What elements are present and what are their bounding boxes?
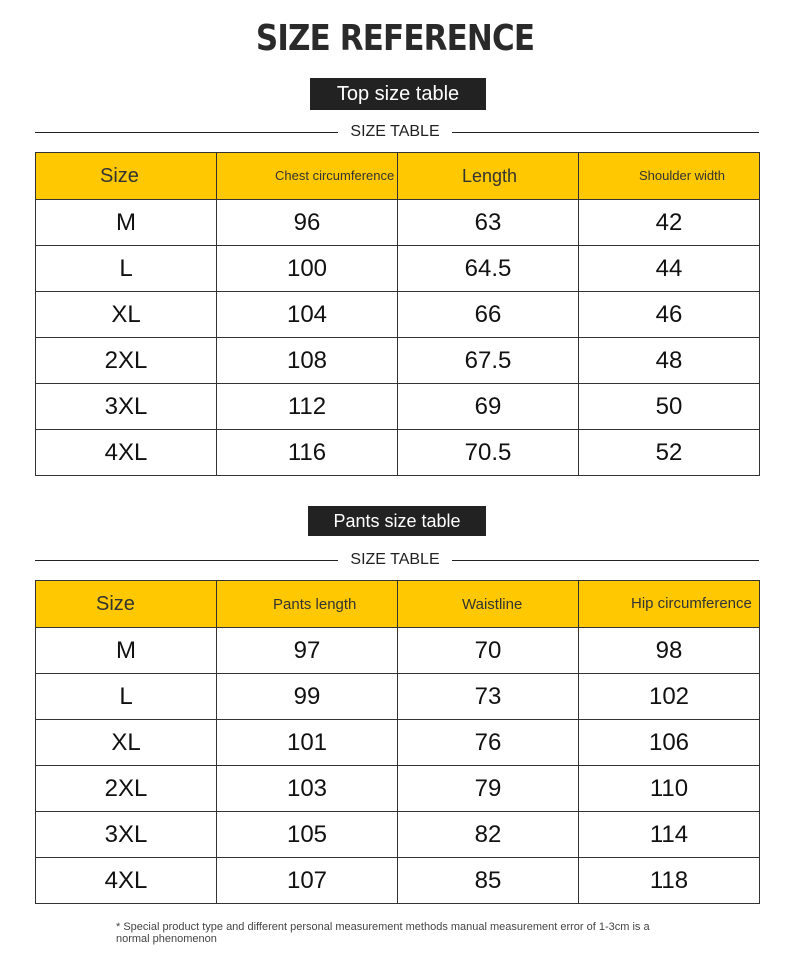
top-header-length: Length	[398, 153, 579, 200]
pants-divider-label	[0, 551, 790, 569]
pants-table-cell: XL	[36, 720, 217, 766]
top-table-cell: 46	[579, 292, 760, 338]
top-size-table	[35, 152, 760, 476]
footnote: * Special product type and different personal measurement methods manual measurement error of 1-3cm is a normal phenomenon	[116, 921, 650, 945]
top-size-table-label: Top size table	[310, 78, 486, 110]
top-table-row	[36, 246, 760, 292]
top-table-cell: 67.5	[398, 338, 579, 384]
top-table-cell: 2XL	[36, 338, 217, 384]
pants-table-cell: M	[36, 628, 217, 674]
top-table-cell: 52	[579, 430, 760, 476]
pants-table-cell: 2XL	[36, 766, 217, 812]
pants-size-table-label: Pants size table	[308, 506, 486, 536]
top-table-cell: 116	[217, 430, 398, 476]
pants-table-cell: 85	[398, 858, 579, 904]
pants-divider-text: SIZE TABLE	[338, 551, 451, 568]
pants-table-cell: 102	[579, 674, 760, 720]
top-table-cell: 112	[217, 384, 398, 430]
pants-table-cell: 103	[217, 766, 398, 812]
top-table-cell: 63	[398, 200, 579, 246]
top-table-row	[36, 292, 760, 338]
pants-table-row	[36, 720, 760, 766]
top-header-size: Size	[36, 153, 217, 200]
top-table-cell: 42	[579, 200, 760, 246]
page-title: SIZE REFERENCE	[255, 18, 535, 59]
pants-table-cell: 98	[579, 628, 760, 674]
pants-table-row	[36, 628, 760, 674]
pants-table-cell: 114	[579, 812, 760, 858]
top-divider-text: SIZE TABLE	[338, 123, 451, 140]
top-table-cell: L	[36, 246, 217, 292]
top-divider-label	[0, 123, 790, 141]
top-table-cell: 44	[579, 246, 760, 292]
top-table-cell: 100	[217, 246, 398, 292]
top-table-cell: 69	[398, 384, 579, 430]
pants-table-cell: 82	[398, 812, 579, 858]
pants-table-cell: 101	[217, 720, 398, 766]
top-table-cell: 96	[217, 200, 398, 246]
top-table-cell: 3XL	[36, 384, 217, 430]
top-table-cell: 108	[217, 338, 398, 384]
pants-table-cell: 79	[398, 766, 579, 812]
pants-header-hip: Hip circumference	[579, 581, 760, 628]
pants-size-table	[35, 580, 760, 904]
pants-table-cell: 106	[579, 720, 760, 766]
top-table-row	[36, 430, 760, 476]
pants-table-cell: 107	[217, 858, 398, 904]
top-table-cell: 66	[398, 292, 579, 338]
pants-table-row	[36, 858, 760, 904]
pants-table-cell: 99	[217, 674, 398, 720]
top-table-header-row	[36, 153, 760, 200]
top-table-cell: XL	[36, 292, 217, 338]
pants-table-cell: 118	[579, 858, 760, 904]
pants-table-cell: 97	[217, 628, 398, 674]
pants-table-cell: 110	[579, 766, 760, 812]
top-table-cell: 104	[217, 292, 398, 338]
pants-table-cell: 3XL	[36, 812, 217, 858]
top-table-cell: 48	[579, 338, 760, 384]
top-table-cell: 4XL	[36, 430, 217, 476]
pants-table-row	[36, 674, 760, 720]
pants-table-header-row	[36, 581, 760, 628]
pants-table-cell: 4XL	[36, 858, 217, 904]
pants-header-length: Pants length	[217, 581, 398, 628]
pants-table-cell: 70	[398, 628, 579, 674]
top-table-cell: 70.5	[398, 430, 579, 476]
top-table-cell: 50	[579, 384, 760, 430]
pants-header-waist: Waistline	[398, 581, 579, 628]
pants-table-cell: L	[36, 674, 217, 720]
pants-table-cell: 73	[398, 674, 579, 720]
top-table-cell: 64.5	[398, 246, 579, 292]
top-table-row	[36, 384, 760, 430]
pants-table-cell: 76	[398, 720, 579, 766]
top-header-chest: Chest circumference	[217, 153, 398, 200]
pants-table-row	[36, 812, 760, 858]
top-table-row	[36, 338, 760, 384]
pants-table-cell: 105	[217, 812, 398, 858]
top-table-row	[36, 200, 760, 246]
top-header-shoulder: Shoulder width	[579, 153, 760, 200]
pants-table-row	[36, 766, 760, 812]
top-table-cell: M	[36, 200, 217, 246]
pants-header-size: Size	[36, 581, 217, 628]
